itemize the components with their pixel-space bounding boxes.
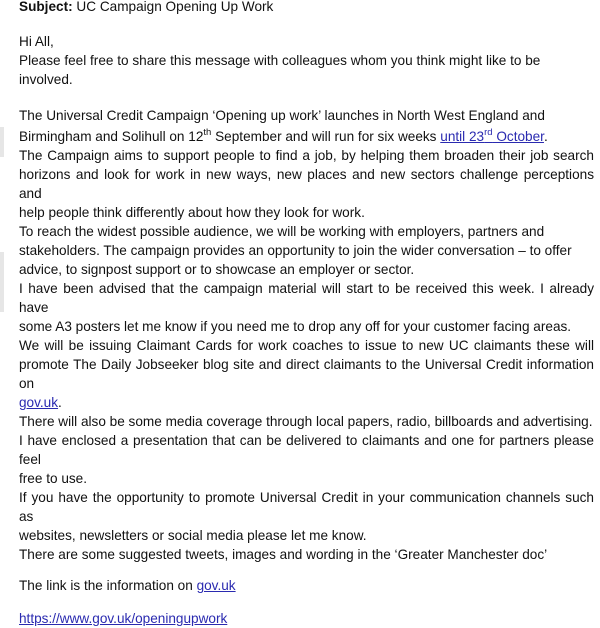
- opening-up-work-link[interactable]: https://www.gov.uk/openingupwork: [19, 611, 228, 626]
- p5-line3: [19, 393, 594, 412]
- p3-line2: stakeholders. The campaign provides an opportunity to join the wider conversation – to offer: [19, 243, 572, 258]
- text: Birmingham and Solihull on 12: [19, 129, 204, 144]
- p3-line3: advice, to signpost support or to showcase an employer or sector.: [19, 262, 415, 277]
- p2-line3: help people think differently about how they look for work.: [19, 205, 365, 220]
- text: September and will run for six weeks: [211, 129, 441, 144]
- intro: Please feel free to share this message with colleagues whom you think might like to be involved.: [19, 53, 541, 87]
- text: .: [58, 395, 62, 410]
- p2-line2: horizons and look for work in new ways, new places and new sectors challenge perceptions and: [19, 167, 594, 201]
- p1-line1: The Universal Credit Campaign ‘Opening up work’ launches in North West England and: [19, 108, 545, 123]
- p5-line2: promote The Daily Jobseeker blog site and direct claimants to the Universal Credit information on: [19, 357, 594, 391]
- p8-line2: websites, newsletters or social media please let me know.: [19, 528, 367, 543]
- subject-text: UC Campaign Opening Up Work: [76, 0, 274, 14]
- p5-line1: We will be issuing Claimant Cards for work coaches to issue to new UC claimants these will: [19, 338, 594, 353]
- link-text: until 23: [440, 129, 485, 144]
- link-text: October: [492, 129, 544, 144]
- url-line: [19, 609, 594, 628]
- superscript: rd: [484, 127, 493, 138]
- spacer: [19, 595, 594, 609]
- p4-line1: I have been advised that the campaign material will start to be received this week. I already have: [19, 281, 594, 315]
- text: .: [543, 129, 548, 144]
- p4-line2: some A3 posters let me know if you need me to drop any off for your customer facing areas.: [19, 319, 572, 334]
- spacer: [19, 564, 594, 576]
- spacer: [19, 89, 594, 106]
- superscript: th: [203, 127, 212, 138]
- subject-label: Subject:: [19, 0, 73, 14]
- p1-line2: [19, 127, 594, 146]
- date-link[interactable]: [440, 129, 544, 144]
- p7-line1: I have enclosed a presentation that can be delivered to claimants and one for partners please feel: [19, 433, 594, 467]
- p6: There will also be some media coverage through local papers, radio, billboards and advertising.: [19, 414, 593, 429]
- link-line: [19, 576, 594, 595]
- gov-uk-link[interactable]: gov.uk: [19, 395, 59, 410]
- p2-line1: The Campaign aims to support people to find a job, by helping them broaden their job search: [19, 148, 594, 163]
- p7-line2: free to use.: [19, 471, 88, 486]
- p8-line1: If you have the opportunity to promote Universal Credit in your communication channels such as: [19, 490, 594, 524]
- greeting: Hi All,: [19, 34, 54, 49]
- gov-uk-link[interactable]: gov.uk: [196, 578, 236, 593]
- p9: There are some suggested tweets, images and wording in the ‘Greater Manchester doc’: [19, 547, 548, 562]
- text: The link is the information on: [19, 578, 197, 593]
- subject-line: [19, 0, 594, 16]
- spacer: [19, 16, 594, 32]
- p3-line1: To reach the widest possible audience, we will be working with employers, partners and: [19, 224, 545, 239]
